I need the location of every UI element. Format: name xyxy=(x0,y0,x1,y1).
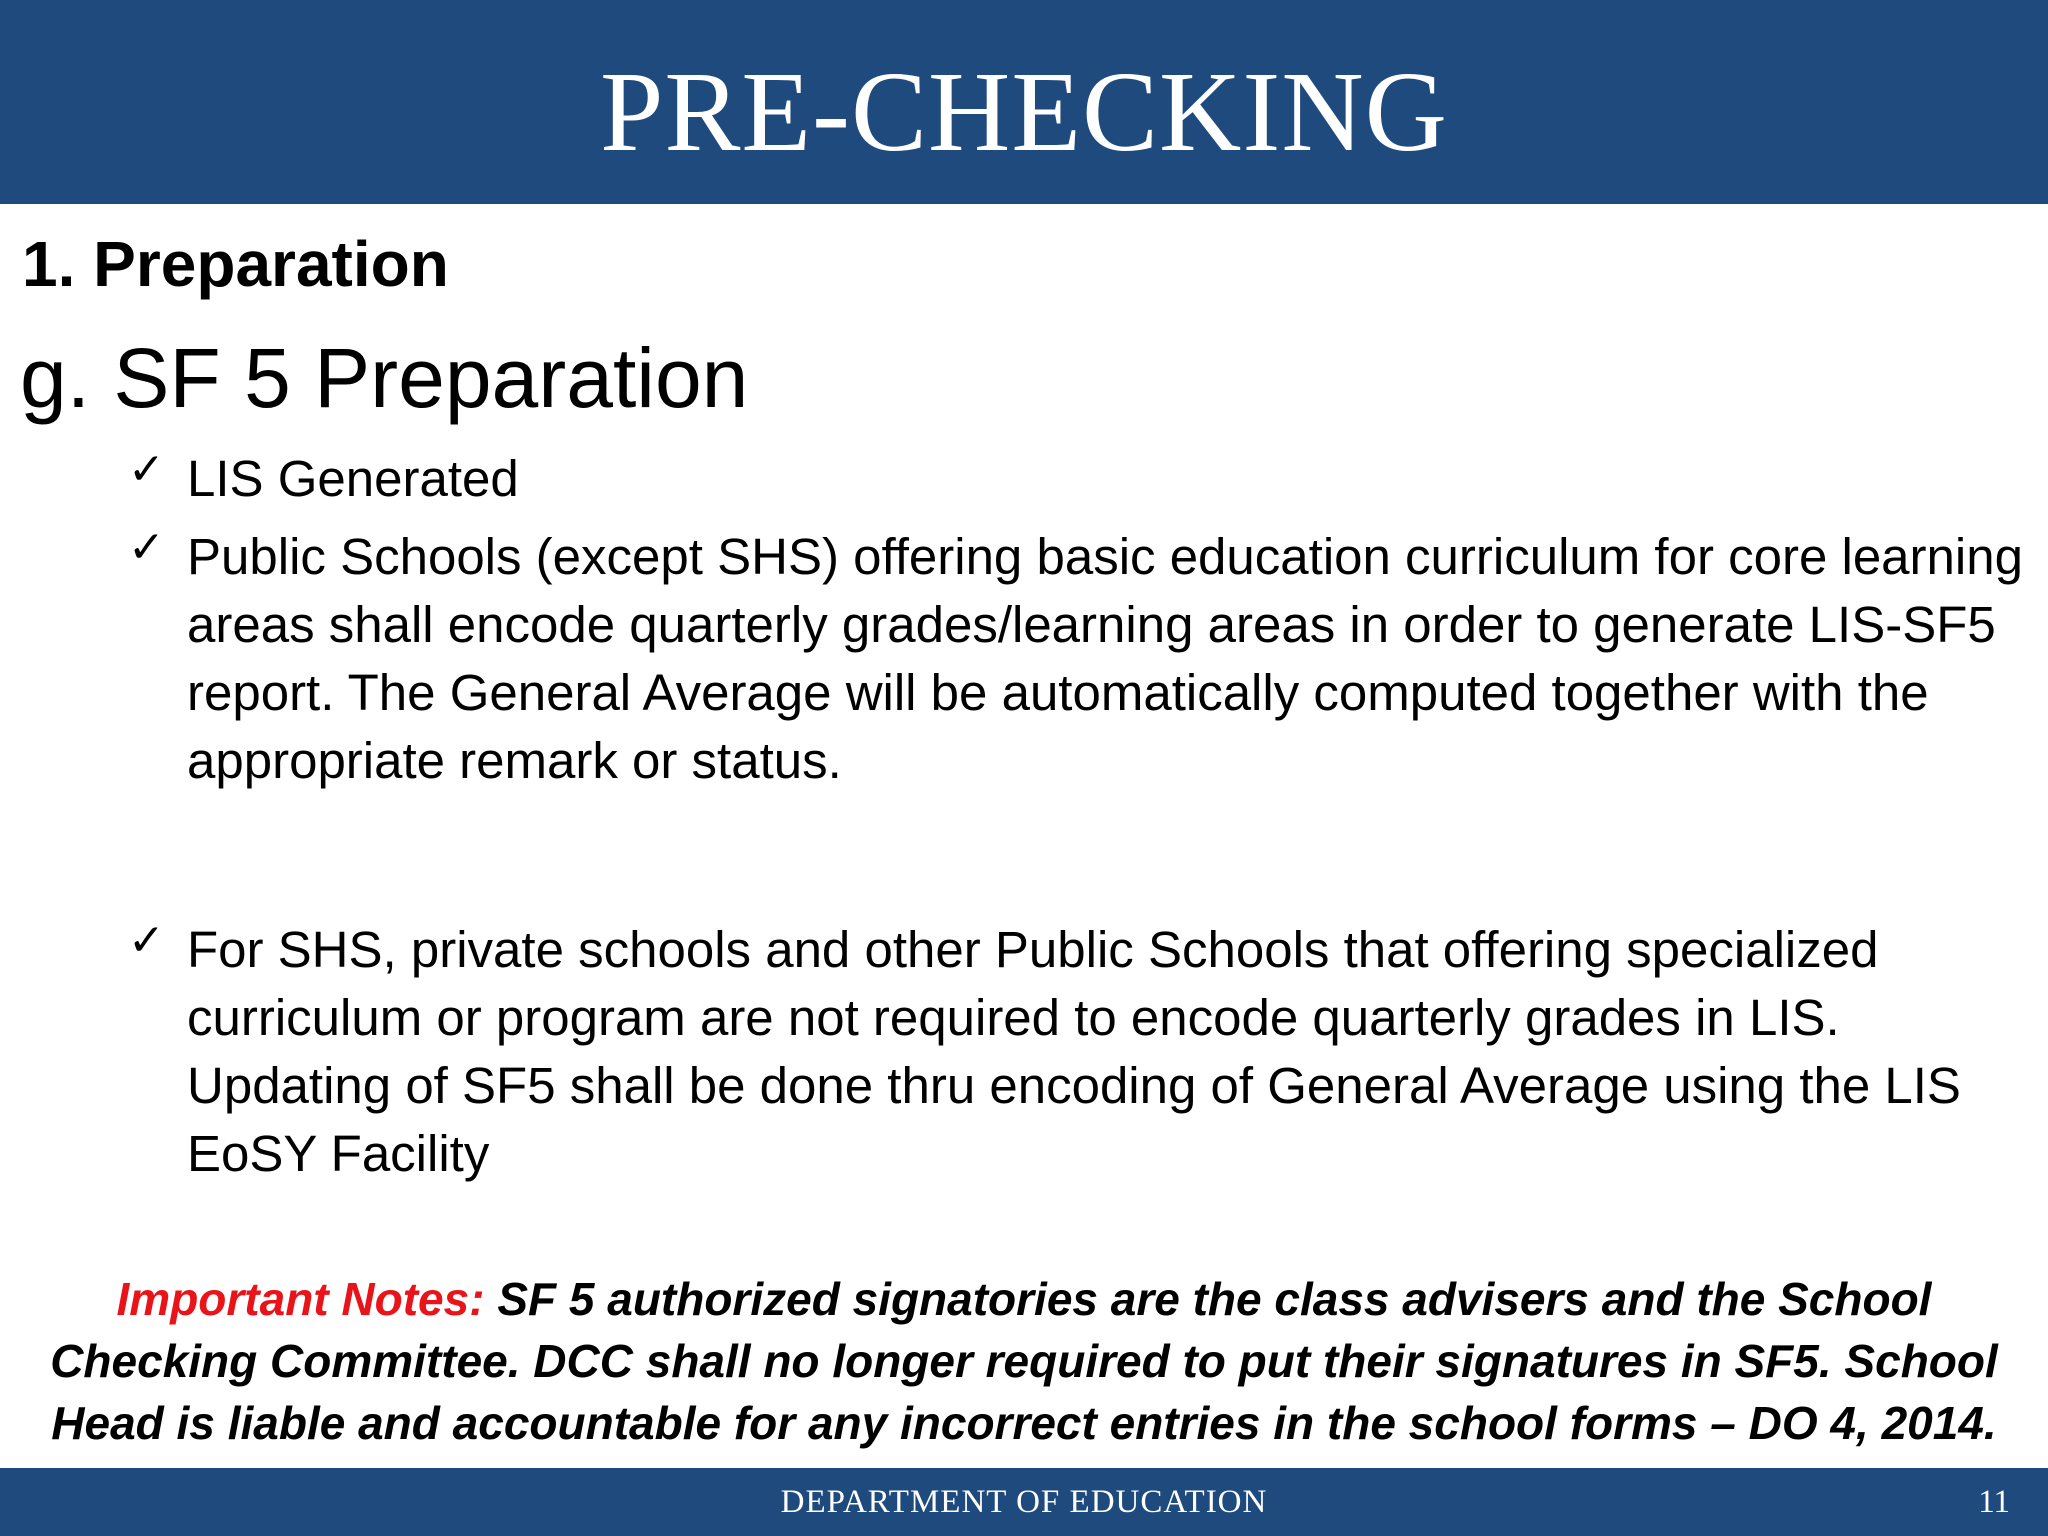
checkmark-icon: ✓ xyxy=(128,915,165,966)
subsection-heading: g. SF 5 Preparation xyxy=(20,331,749,425)
checkmark-icon: ✓ xyxy=(128,522,165,573)
important-note-text: SF 5 authorized signatories are the class advisers and the School Checking Committee. DCC shall no longer required to put their signatures in SF5. School Head is liable and accountable for any incorrect entries in the school forms – DO 4, 2014. xyxy=(50,1273,1998,1449)
important-note-label: Important Notes: xyxy=(116,1273,485,1325)
bullet-text: LIS Generated xyxy=(187,450,519,507)
important-note xyxy=(10,1268,2038,1454)
bullet-text: Public Schools (except SHS) offering basic education curriculum for core learning areas shall encode quarterly grades/learning areas in order to generate LIS-SF5 report. The General Average will be automatically computed together with the appropriate remark or status. xyxy=(187,528,2023,789)
section-heading: 1. Preparation xyxy=(22,228,449,300)
checkmark-icon: ✓ xyxy=(128,444,165,495)
bullet-text: For SHS, private schools and other Public Schools that offering specialized curriculum or program are not required to encode quarterly grades in LIS. Updating of SF5 shall be done thru encoding of General Average using the LIS EoSY Facility xyxy=(187,921,1961,1182)
slide-title: PRE-CHECKING xyxy=(599,48,1449,175)
footer-department: DEPARTMENT OF EDUCATION xyxy=(780,1484,1268,1520)
page-number: 11 xyxy=(1978,1484,2010,1520)
